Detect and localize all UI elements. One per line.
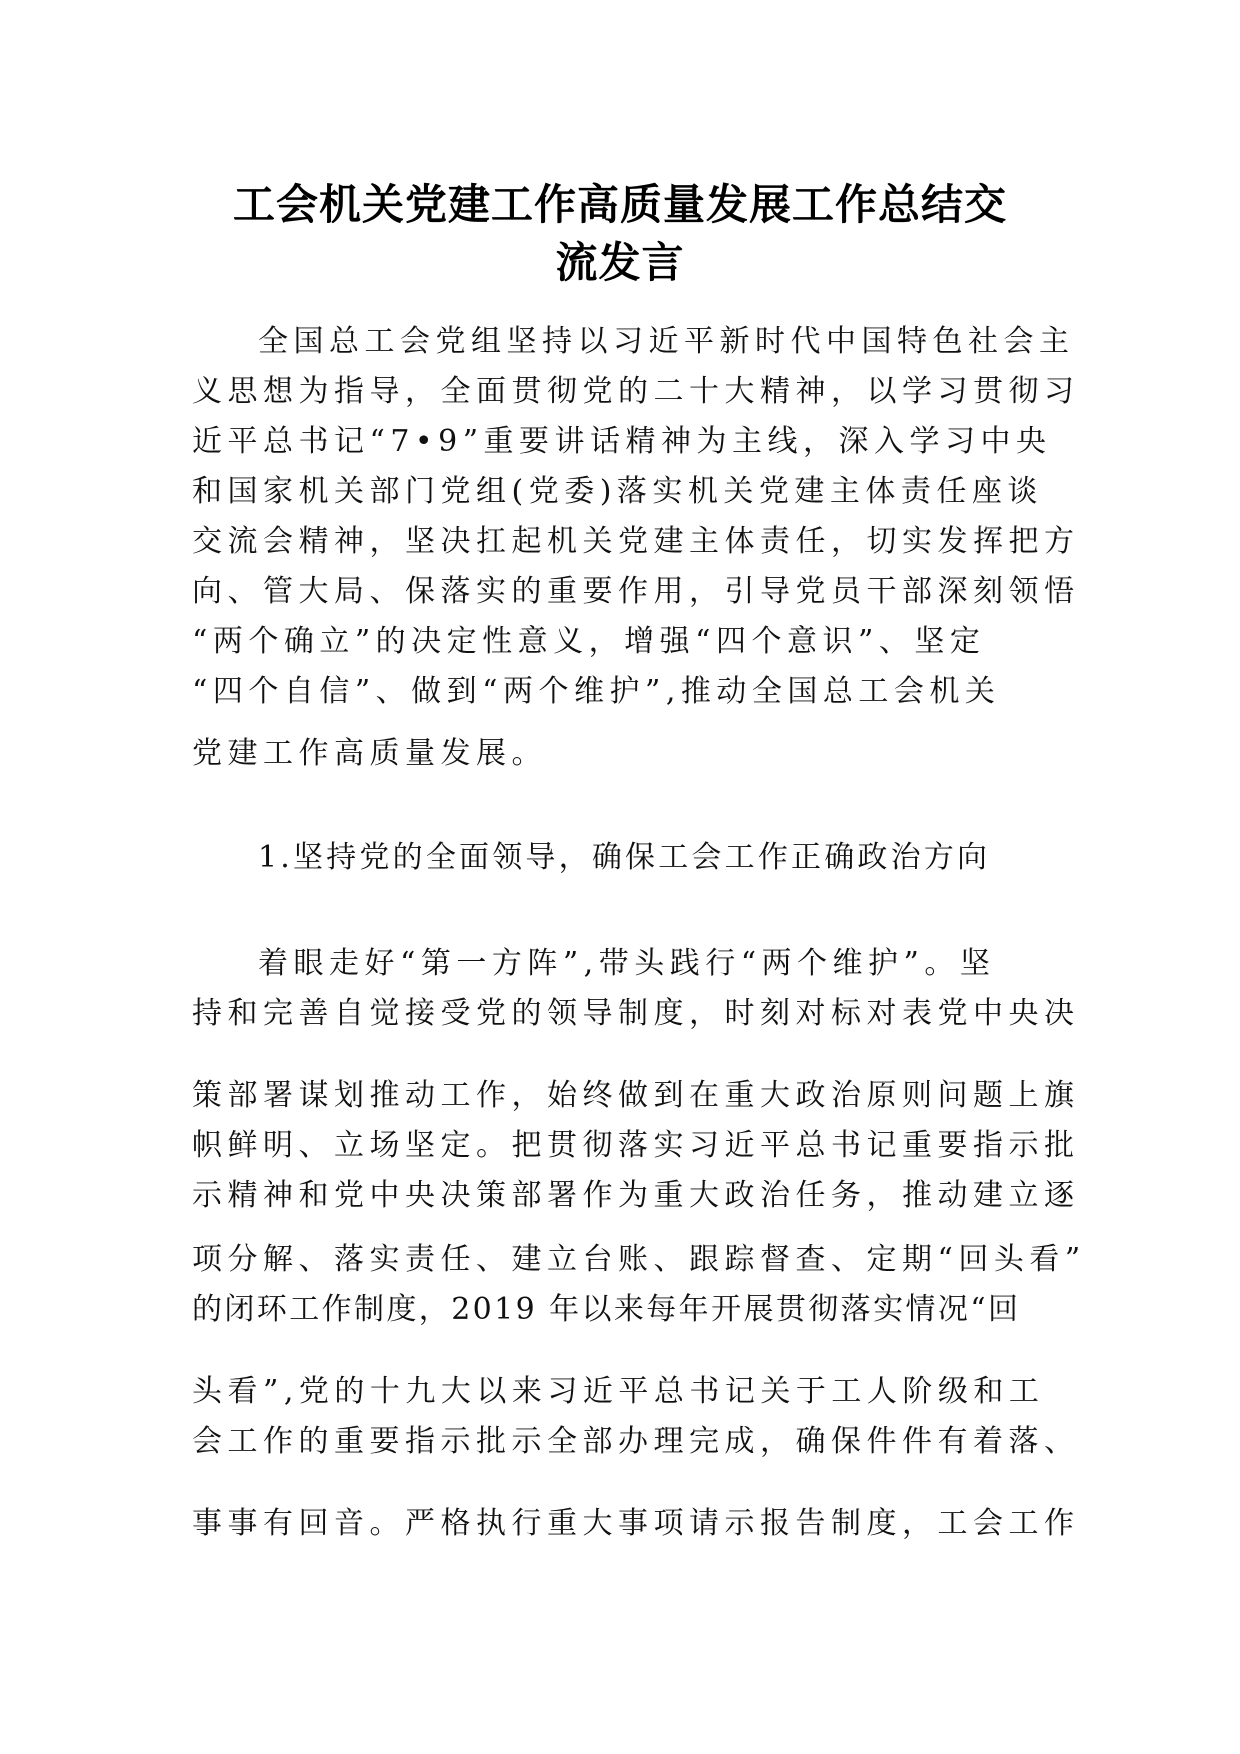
paragraph-line: 策部署谋划推动工作，始终做到在重大政治原则问题上旗 xyxy=(192,1078,1080,1113)
paragraph-line: 项分解、落实责任、建立台账、跟踪督查、定期“回头看” xyxy=(192,1242,1086,1277)
paragraph-line: 全国总工会党组坚持以习近平新时代中国特色社会主 xyxy=(258,324,1075,359)
paragraph-line: 和国家机关部门党组(党委)落实机关党建主体责任座谈 xyxy=(192,474,1043,509)
document-title-line-1: 工会机关党建工作高质量发展工作总结交 xyxy=(232,180,1007,229)
paragraph-line: “四个自信”、做到“两个维护”,推动全国总工会机关 xyxy=(192,674,1001,709)
paragraph-line: 示精神和党中央决策部署作为重大政治任务，推动建立逐 xyxy=(192,1178,1080,1213)
paragraph-line: 头看”,党的十九大以来习近平总书记关于工人阶级和工 xyxy=(192,1374,1045,1409)
paragraph-line: 事事有回音。严格执行重大事项请示报告制度，工会工作 xyxy=(192,1506,1080,1541)
paragraph-line: 党建工作高质量发展。 xyxy=(192,736,547,771)
paragraph-line: 帜鲜明、立场坚定。把贯彻落实习近平总书记重要指示批 xyxy=(192,1128,1080,1163)
paragraph-line: 着眼走好“第一方阵”,带头践行“两个维护”。坚 xyxy=(258,946,996,981)
paragraph-line: 持和完善自觉接受党的领导制度，时刻对标对表党中央决 xyxy=(192,996,1080,1031)
document-title-line-2: 流发言 xyxy=(555,238,685,287)
paragraph-line: 向、管大局、保落实的重要作用，引导党员干部深刻领悟 xyxy=(192,574,1080,609)
paragraph-line: 会工作的重要指示批示全部办理完成，确保件件有着落、 xyxy=(192,1424,1080,1459)
paragraph-line: 交流会精神，坚决扛起机关党建主体责任，切实发挥把方 xyxy=(192,524,1080,559)
paragraph-line: “两个确立”的决定性意义，增强“四个意识”、坚定 xyxy=(192,624,986,659)
paragraph-line: 义思想为指导，全面贯彻党的二十大精神，以学习贯彻习 xyxy=(192,374,1080,409)
section-heading: 1.坚持党的全面领导，确保工会工作正确政治方向 xyxy=(258,840,991,875)
paragraph-line: 近平总书记“7•9”重要讲话精神为主线，深入学习中央 xyxy=(192,424,1052,459)
paragraph-line: 的闭环工作制度，2019 年以来每年开展贯彻落实情况“回 xyxy=(192,1292,1021,1327)
